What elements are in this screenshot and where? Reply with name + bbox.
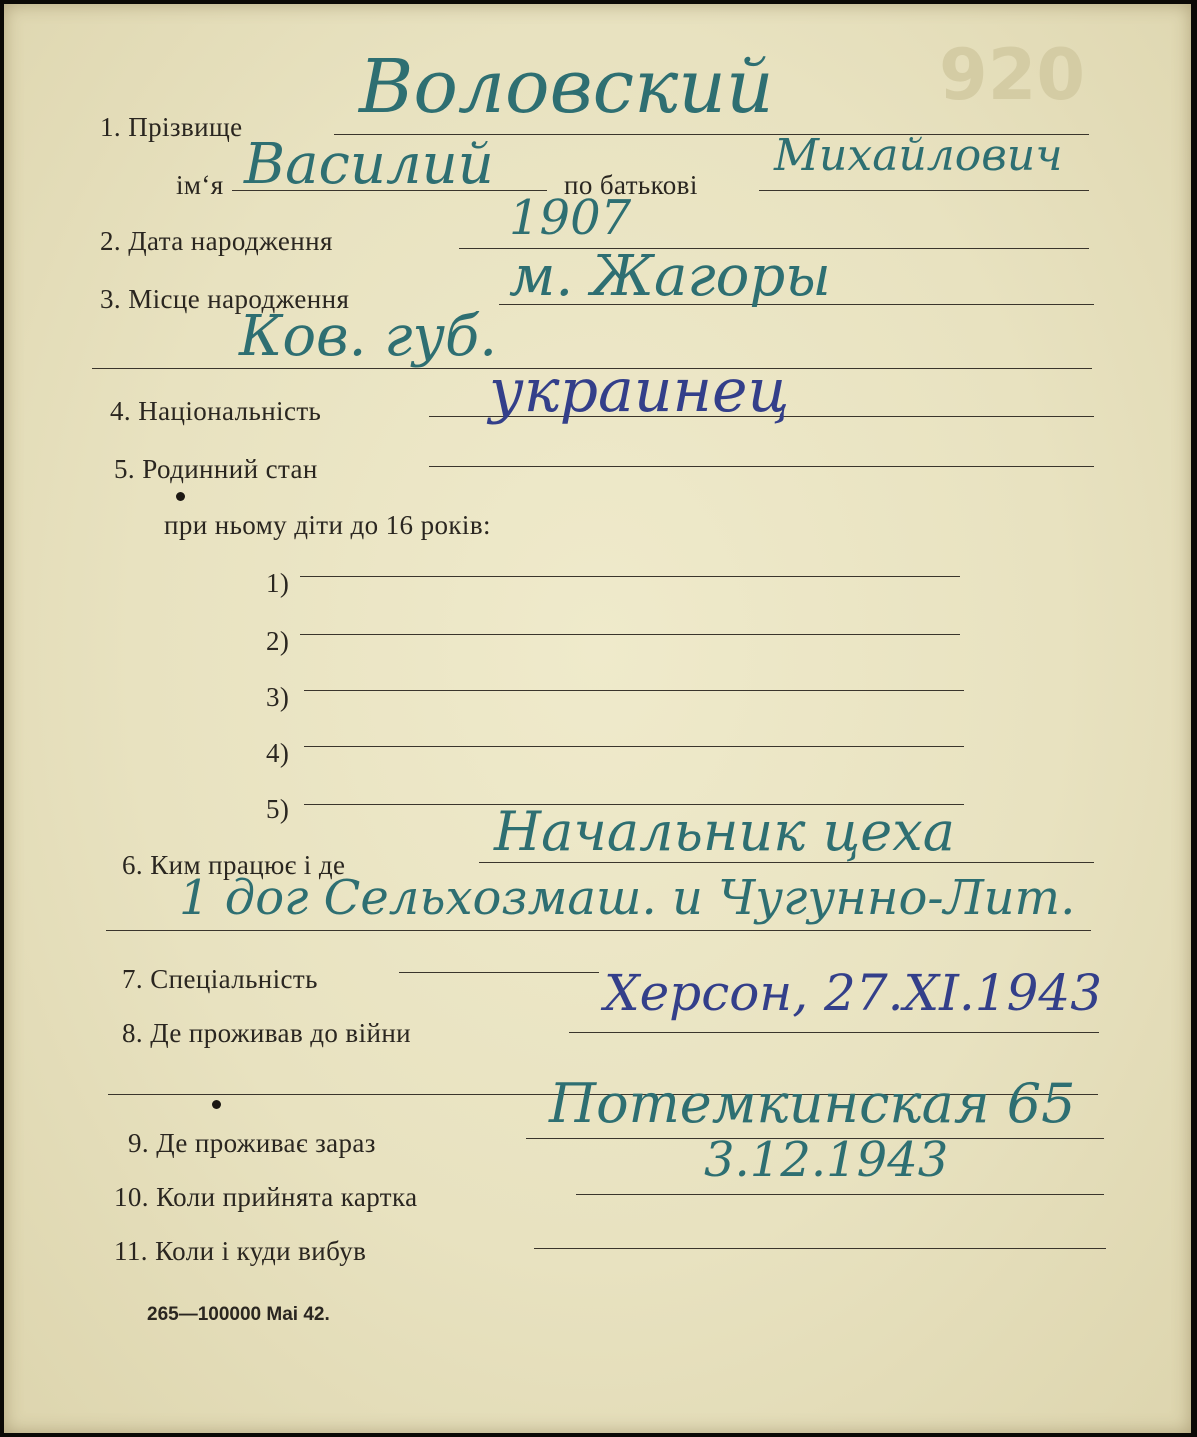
line-card-accepted	[576, 1194, 1104, 1195]
card-number: 920	[939, 34, 1086, 116]
label-birth-date: 2. Дата народження	[100, 226, 333, 256]
label-child-2: 2)	[266, 626, 290, 656]
print-code: 265—100000 Mai 42.	[147, 1304, 330, 1325]
hw-current-residence: Потемкинская 65	[549, 1072, 1076, 1135]
hw-patronymic: Михайлович	[774, 130, 1063, 181]
line-departure	[534, 1248, 1106, 1249]
label-name: ім‘я	[176, 170, 224, 200]
hw-birth-place-1: м. Жагоры	[509, 244, 831, 309]
hw-work-1: Начальник цеха	[494, 800, 955, 863]
line-patronymic	[759, 190, 1089, 191]
line-child-3	[304, 690, 964, 691]
hw-name: Василий	[244, 132, 494, 197]
label-family-status: 5. Родинний стан	[114, 454, 318, 484]
label-patronymic: по батькові	[564, 170, 698, 200]
label-surname: 1. Прізвище	[100, 112, 243, 142]
hw-birth-place-2: Ков. губ.	[239, 304, 498, 369]
label-speciality: 7. Спеціальність	[122, 964, 318, 994]
label-departure: 11. Коли і куди вибув	[114, 1236, 367, 1266]
line-work-2	[106, 930, 1091, 931]
line-child-2	[300, 634, 960, 635]
punch-hole-2	[212, 1100, 221, 1109]
line-child-1	[300, 576, 960, 577]
label-prewar-residence: 8. Де проживав до війни	[122, 1018, 412, 1048]
hw-card-accepted: 3.12.1943	[704, 1132, 949, 1188]
label-child-1: 1)	[266, 568, 290, 598]
label-child-3: 3)	[266, 682, 290, 712]
label-work: 6. Ким працює і де	[122, 850, 346, 880]
label-card-accepted: 10. Коли прийнята картка	[114, 1182, 418, 1212]
hw-work-2: 1 дог Сельхозмаш. и Чугунно-Лит.	[179, 870, 1076, 926]
hw-prewar-residence: Херсон, 27.XI.1943	[604, 964, 1103, 1022]
line-speciality	[399, 972, 599, 973]
line-child-4	[304, 746, 964, 747]
label-birth-place: 3. Місце народження	[100, 284, 350, 314]
label-current-residence: 9. Де проживає зараз	[128, 1128, 376, 1158]
hw-nationality: украинец	[489, 356, 790, 426]
line-prewar-residence	[569, 1032, 1099, 1033]
label-child-5: 5)	[266, 794, 290, 824]
line-family-status	[429, 466, 1094, 467]
punch-hole	[176, 492, 185, 501]
label-nationality: 4. Національність	[110, 396, 322, 426]
hw-birth-date: 1907	[509, 190, 632, 246]
label-children: при ньому діти до 16 років:	[164, 510, 491, 540]
label-child-4: 4)	[266, 738, 290, 768]
registration-card	[4, 4, 1191, 1433]
hw-surname: Воловский	[359, 44, 774, 130]
